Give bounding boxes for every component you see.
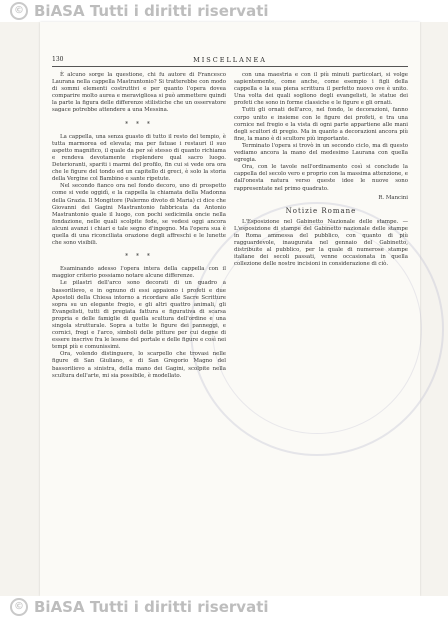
- paragraph: Terminato l'opera si trovò in un secondo ciclo, ma di questo vediamo ancora la mano del medesimo Laurana con quella egregia.: [234, 142, 408, 164]
- section-divider: * * *: [125, 253, 153, 261]
- paragraph: con una maestria e con il più minuti particolari, si volge sapientemente, come anche, come esempio i figli della cappella e la sua piena scrittura il perfetto nuovo ove è unito. Una volta dei quali sogliono degli evangelisti, le statue dei profeti che sono in forme classiche e le figure e gli ornati.: [234, 72, 408, 107]
- paragraph: L'Esposizione nel Gabinetto Nazionale delle stampe. — L'esposizione di stampe del Gabinetto nazionale delle stampe in Roma ammessa del pubblico, con quanto di più ragguardevole, inaugurata nel gennaio del Gabinetto, distribuite al pubblico, per la quale di numerose stampe italiane dei secoli passati, venne occasionata in quella collezione delle nostre incisioni in considerazione di ciò.: [234, 218, 408, 268]
- right-column: [234, 72, 408, 268]
- watermark-text: BiASA Tutti i diritti riservati: [34, 2, 269, 20]
- paragraph: La cappella, una senza guasto di tutto il resto del tempio, è tutta marmorea ed elevata; ma per fatuae i restauri il suo aspetto magnifico, il quale da per sé stesso di quanto richiama e rendeva devotamente risplendere qual sacro luogo. Deterioranti, spariti i marmi del profilo, fin cui si vede ora ora che le figure del tondo ed un capitello di greci, è solo la storia della Vergine col Bambino e sante ripetute.: [52, 133, 226, 183]
- paragraph: Ora, volendo distinguere, lo scarpello che trovasi nelle figure di San Giuliano, e di San Gregorio Magno del bassorilievo a sinistra, della mano dei Gagini, scolpite nella scultura dell'arte, mi sia possibile, è modellato.: [52, 351, 226, 379]
- watermark-top: [0, 0, 448, 22]
- copyright-icon: ©: [10, 598, 28, 616]
- document-page: [40, 22, 420, 596]
- page-number: 130: [52, 56, 64, 63]
- watermark-text: BiASA Tutti i diritti riservati: [34, 598, 269, 616]
- paragraph: Le pilastri dell'arco sono decorati di un quadro a bassorilievo, e in ognuno di essi appaiono i profeti e due Apostoli della Chiesa intorno a ricordare alle Sacre Scritture sopra su un elegante fregio, e gli altri quattro animali, gli Evangelisti, tutti di pregiata fattura e figurativa di scarsa propria e delle famiglie di quella scultura dell'ordine e una singola strutturale. Sopra a tutte le figure dei panneggi, e cornici, fregi e l'arco, simboli delle pitture per cui degne di essere inscrive fra le lesene del portale e delle figure e così nei tempi più e comunissimi.: [52, 280, 226, 351]
- paragraph: Nel secondo fianco ora nel fondo decoro, uno di prospetto come si vede oggidì, e la cappella la chiamata della Madonna della Grazia. Il Mongitore (Palermo divoto di Maria) ci dice che Giovanni dei Gagini Mastrantonio fabbricata da Antonio Mastrantonio quale il luogo, con pochi sedicimila oncie nella fondazione, nelle quali scolpite fede, se vedesi oggi ancora alcuni avanzi i chiari e tale segno d'ingegno. Ma l'opera sua è quella di una riconciliata orazione degli affreschi e le lunette che sono visibili.: [52, 183, 226, 247]
- left-column: [52, 72, 226, 380]
- section-divider: * * *: [125, 120, 153, 128]
- watermark-bottom: [0, 596, 448, 618]
- paragraph: È alcuno sorge la questione, chi fu autore di Francesco Laurana nella cappella Mastrantonio? Si tratterebbe con modo di sommi elementi costruttivi e per quanto l'opera dovea comparire molto aurea e meravigliosa si può ammettere quindi la parte la figura delle differenze stilistiche che un osservatore sagace potrebbe attendere a una Messina.: [52, 72, 226, 114]
- running-title: MISCELLANEA: [193, 56, 267, 64]
- copyright-icon: ©: [10, 2, 28, 20]
- paragraph: Tutti gli ornati dell'arco, nel fondo, le decorazioni, fanno corpo unito e insieme con le figure dei profeti, e tra una cornice nel fregio e la vista di ogni parte appartiene alle mani degli scultori di pregio. Ma in quanto a decorazioni ancora più fine, la mano è di scultore più importante.: [234, 107, 408, 142]
- author-signature: R. Mancini: [378, 194, 408, 201]
- paragraph: Ora, con le tavole nell'ordinamento così si conclude la cappella del secolo vero e proprio con la massima attenzione, e dall'onesta natura verso queste idee le nuove sono rappresentate nel primo quadrato.: [234, 164, 408, 192]
- header-rule: [52, 66, 408, 67]
- paragraph: Esaminando adesso l'opera intera della cappella con il maggior criterio possiamo notare alcune differenze.: [52, 266, 226, 280]
- page-header: [52, 56, 408, 66]
- section-title: Notizie Romane: [285, 206, 357, 215]
